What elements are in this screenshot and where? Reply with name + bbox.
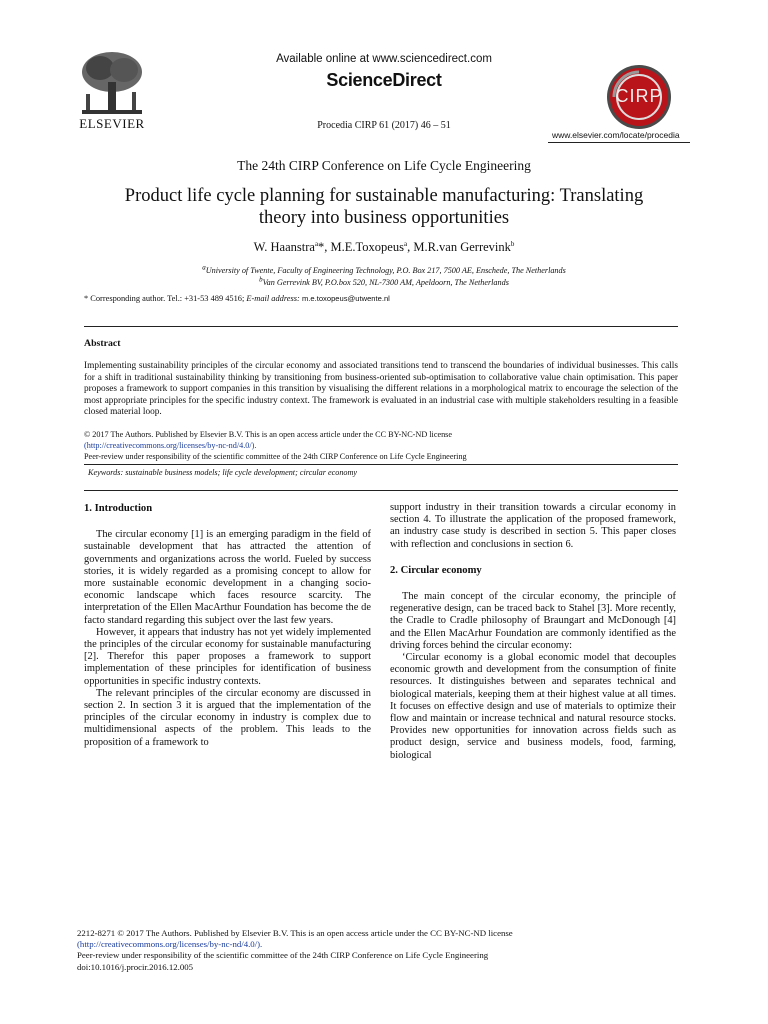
affiliation-b-mark: b — [259, 275, 263, 284]
journal-url[interactable]: www.elsevier.com/locate/procedia — [552, 130, 680, 140]
available-online: Available online at www.sciencedirect.com — [276, 53, 492, 65]
author-1: W. Haanstra — [253, 240, 315, 254]
paper-title-line1: Product life cycle planning for sustainable manufacturing: Translating — [124, 186, 644, 206]
journal-reference: Procedia CIRP 61 (2017) 46 – 51 — [317, 120, 451, 131]
publisher-name: ELSEVIER — [79, 116, 145, 131]
conference-name: The 24th CIRP Conference on Life Cycle Engineering — [237, 158, 531, 173]
elsevier-logo — [72, 48, 152, 132]
circular-economy-paragraph-1: The main concept of the circular economy, the principle of regenerative design, can be traced back to Stahel [3]. More recently, the Cradle to Cradle philosophy of Braungart and McDonough [4] and the Ellen MacArhur Foundation are commonly identified as the driving forces behind the circular economy: — [390, 591, 676, 651]
right-column — [390, 502, 676, 762]
keywords — [88, 468, 682, 477]
intro-paragraph-1: The circular economy [1] is an emerging paradigm in the field of sustainable development that has attracted the attention of governments and organizations across the world. Fueled by success stories, it is widely regarded as a promising concept to allow for more sustainable economic development in a changing socio-economic landscape which faces resource scarcity. The interpretation of the Ellen MacArthur Foundation has become the de facto standard regarding this subject over the last few years. — [84, 529, 371, 626]
section-1-heading: 1. Introduction — [84, 503, 153, 514]
paper-title-line2: theory into business opportunities — [258, 208, 510, 228]
affiliation-b-text: Van Gerrevink BV, P.O.box 520, NL-7300 AM, Apeldoorn, The Netherlands — [262, 278, 509, 287]
intro-paragraph-2: However, it appears that industry has not yet widely implemented the principles of the circular economy for sustainable manufacturing [2]. Therefor this paper proposes a framework to support implementation of these principles for identification of business opportunities in specific industry contexts. — [84, 626, 371, 687]
license-link[interactable]: (http://creativecommons.org/licenses/by-nc-nd/4.0/). — [84, 441, 257, 450]
left-column — [84, 503, 371, 749]
footer-doi[interactable]: doi:10.1016/j.procir.2016.12.005 — [77, 961, 194, 972]
author-1-affil: a — [314, 239, 319, 248]
elsevier-tree-icon — [72, 48, 152, 118]
footer-license-link[interactable]: (http://creativecommons.org/licenses/by-nc-nd/4.0/). — [77, 939, 263, 950]
abstract-top-rule — [84, 326, 678, 327]
abstract-text: Implementing sustainability principles of the circular economy and associated transitions tend to transcend the boundaries of individual businesses. This calls for a shift in traditional sustainability thinking by transitioning from business-oriented sub-optimisation to collaborative value chain optimisation. This paper proposes a framework to support companies in this transition by visualising the different relations in a morphological matrix to encourage the selection of the most appropriate principles for the specific industry context. The framework is evaluated in an industrial case with multiple stakeholders resulting in a feasible closed material loop. — [84, 361, 678, 418]
abstract-peer-review: Peer-review under responsibility of the scientific committee of the 24th CIRP Conference on Life Cycle Engineering — [84, 452, 467, 461]
footer-peer-review: Peer-review under responsibility of the scientific committee of the 24th CIRP Conference on Life Cycle Engineering — [77, 950, 489, 961]
author-3-affil: b — [510, 239, 515, 248]
section-2-heading: 2. Circular economy — [390, 564, 482, 576]
cirp-logo — [606, 64, 672, 130]
corresponding-prefix: * Corresponding author. Tel.: +31-53 489 4516; — [84, 294, 247, 303]
author-2: M.E.Toxopeus — [330, 240, 404, 254]
footer — [77, 928, 697, 973]
corresponding-author — [84, 294, 684, 303]
cirp-logo-text: CIRP — [615, 86, 663, 106]
intro-paragraph-3: The relevant principles of the circular economy are discussed in section 2. In section 3 it is argued that the implementation of the principles of the circular economy in industry is complex due to multidimensional aspects of the problem. This leads to the proposition of a framework to — [84, 687, 371, 748]
affiliation-b — [84, 275, 684, 287]
affiliation-a-mark: a — [202, 263, 206, 272]
abstract-copyright: © 2017 The Authors. Published by Elsevier B.V. This is an open access article under the CC BY-NC-ND license — [84, 430, 453, 439]
footer-copyright: 2212-8271 © 2017 The Authors. Published by Elsevier B.V. This is an open access article under the CC BY-NC-ND license — [77, 928, 513, 938]
email-address[interactable]: m.e.toxopeus@utwente.nl — [299, 294, 390, 303]
keywords-label: Keywords: — [88, 468, 124, 477]
email-label: E-mail address: — [246, 294, 300, 303]
author-2-affil: a — [403, 239, 408, 248]
abstract-heading: Abstract — [84, 338, 121, 349]
author-3: , M.R.van Gerrevink — [407, 240, 511, 254]
sciencedirect-wordmark: ScienceDirect — [326, 70, 442, 90]
affiliation-a — [84, 263, 684, 275]
header-rule — [548, 142, 690, 143]
intro-paragraph-4: support industry in their transition towards a circular economy in section 4. To illustrate the application of the proposed framework, an industry case study is described in section 5. This paper closes with reflection and conclusions in section 6. — [390, 502, 676, 550]
author-1-corresponding-mark: *, — [318, 240, 331, 254]
affiliation-a-text: University of Twente, Faculty of Engineering Technology, P.O. Box 217, 7500 AE, Enschede, The Netherlands — [205, 266, 566, 275]
keywords-top-rule — [84, 464, 678, 465]
keywords-text: sustainable business models; life cycle development; circular economy — [123, 468, 358, 477]
authors — [84, 240, 684, 255]
keywords-bottom-rule — [84, 490, 678, 491]
circular-economy-quote: ‘Circular economy is a global economic model that decouples economic growth and development from the consumption of finite resources. It distinguishes between and separates technical and biological materials, keeping them at their highest value at all times. It focuses on effective design and use of materials to optimize their flow and maintain or increase technical and natural resource stocks. Provides new opportunities for innovation across fields such as product design, service and business models, food, farming, biological — [390, 652, 676, 761]
